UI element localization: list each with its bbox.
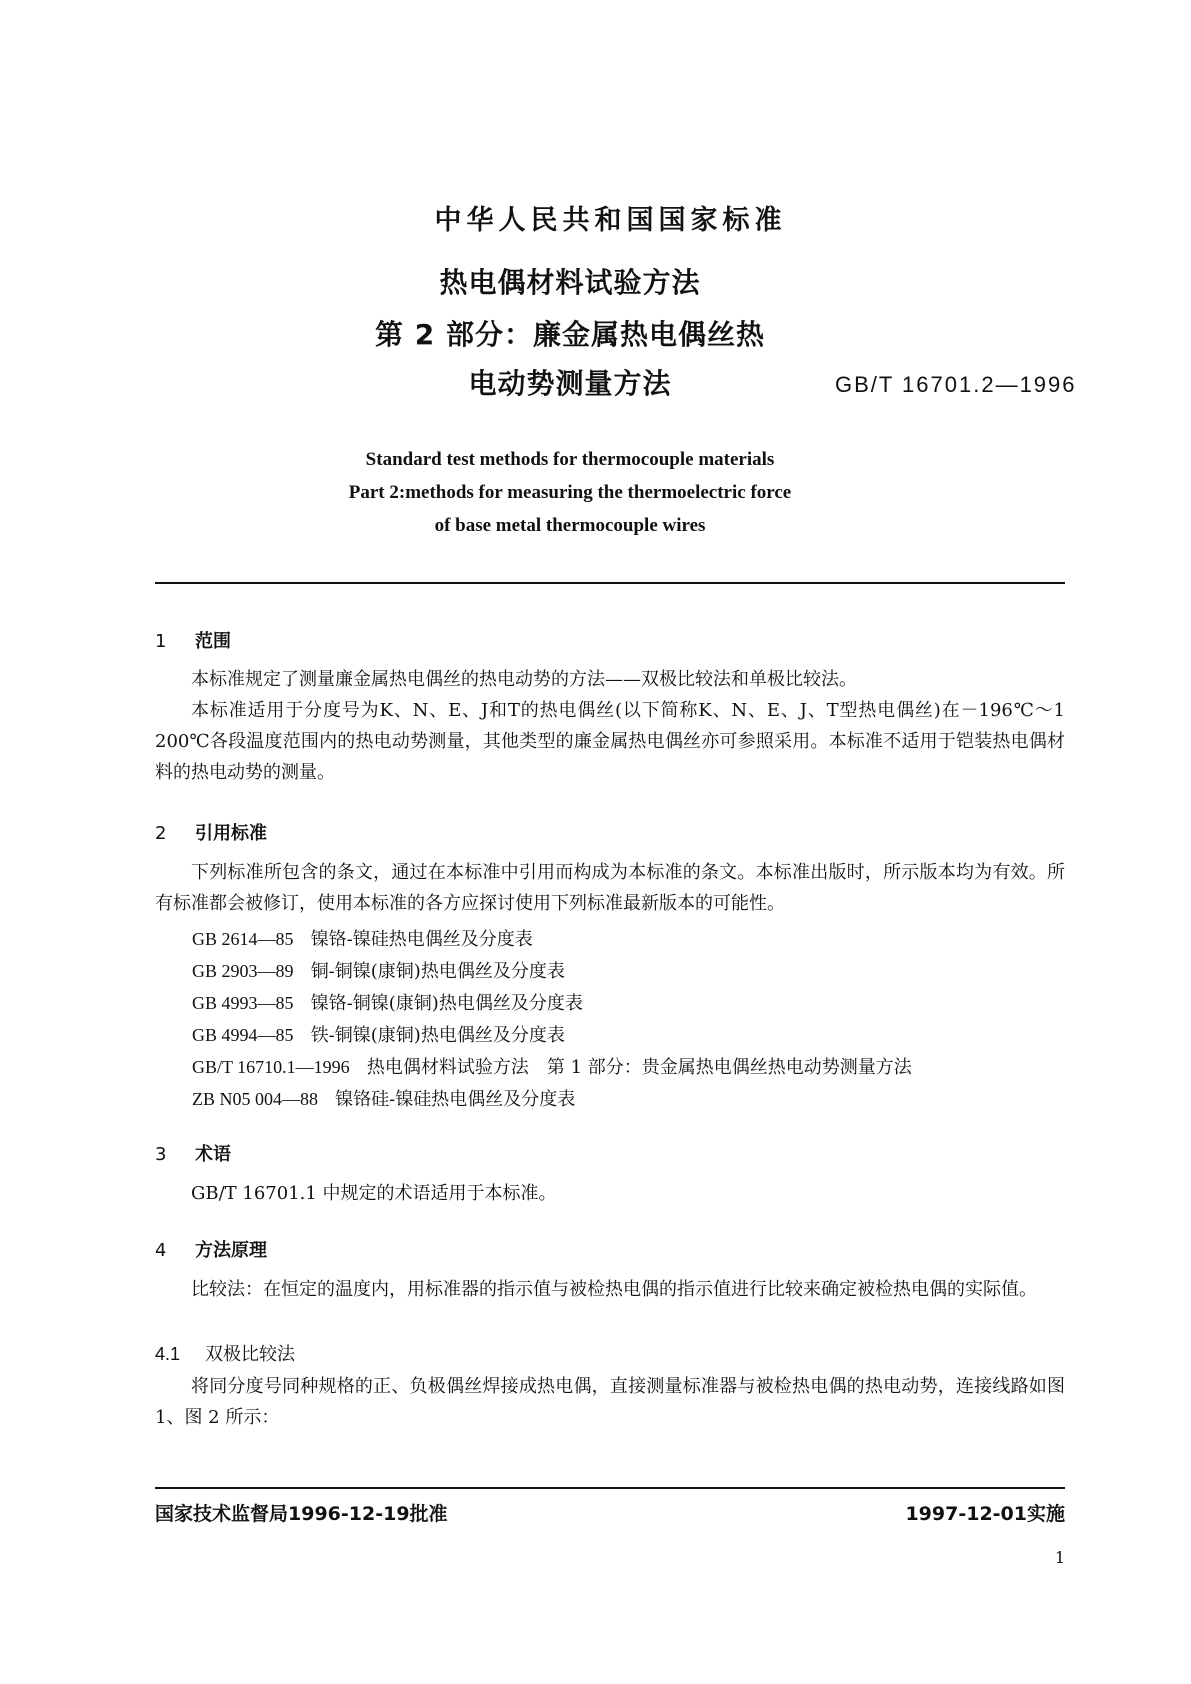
implementation-date: 1997-12-01实施 <box>905 1503 1065 1525</box>
section-number: 4 <box>155 1240 167 1261</box>
principle-paragraph: 比较法：在恒定的温度内，用标准器的指示值与被检热电偶的指示值进行比较来确定被检热电偶的实际值。 <box>191 1279 1037 1300</box>
reference-item <box>192 957 565 983</box>
section-title: 范围 <box>195 631 231 652</box>
reference-code: GB 2903—89 <box>192 961 294 981</box>
section-number: 3 <box>155 1144 167 1165</box>
section-terms-heading <box>155 1140 231 1166</box>
title-en-line1: Standard test methods for thermocouple materials <box>365 449 775 470</box>
references-intro: 下列标准所包含的条文，通过在本标准中引用而构成为本标准的条文。本标准出版时，所示版本均为有效。所有标准都会被修订，使用本标准的各方应探讨使用下列标准最新版本的可能性。 <box>155 862 1065 914</box>
page-number: 1 <box>1054 1548 1065 1567</box>
approval-date: 国家技术监督局1996-12-19批准 <box>155 1503 448 1525</box>
reference-item <box>192 1085 575 1111</box>
national-standard-heading: 中华人民共和国国家标准 <box>434 205 787 236</box>
title-cn-line2: 第 2 部分：廉金属热电偶丝热 <box>375 318 765 351</box>
title-cn-line3: 电动势测量方法 <box>468 367 672 400</box>
scope-paragraph-2: 本标准适用于分度号为K、N、E、J和T的热电偶丝(以下简称K、N、E、J、T型热电偶丝)在－196℃～1 200℃各段温度范围内的热电动势测量，其他类型的廉金属热电偶丝亦可参照采用。本标准不适用于铠装热电偶材料的热电动势的测量。 <box>155 700 1065 783</box>
footer-divider <box>155 1487 1065 1489</box>
reference-code: GB 2614—85 <box>192 929 294 949</box>
section-title: 引用标准 <box>195 823 267 844</box>
reference-item <box>192 989 583 1015</box>
reference-name: 镍铬-镍硅热电偶丝及分度表 <box>310 929 533 950</box>
subsection-title: 双极比较法 <box>205 1344 295 1365</box>
reference-code: ZB N05 004—88 <box>192 1089 318 1109</box>
section-references-heading <box>155 819 267 845</box>
subsection-heading <box>155 1340 295 1366</box>
title-en-line2: Part 2:methods for measuring the thermoelectric force <box>348 482 792 503</box>
reference-name: 热电偶材料试验方法 第 1 部分：贵金属热电偶丝热电动势测量方法 <box>366 1057 912 1078</box>
title-en-line3: of base metal thermocouple wires <box>434 515 706 536</box>
section-number: 2 <box>155 823 167 844</box>
scope-paragraph-1: 本标准规定了测量廉金属热电偶丝的热电动势的方法——双极比较法和单极比较法。 <box>191 669 857 690</box>
reference-item <box>192 925 533 951</box>
header-divider <box>155 582 1065 584</box>
reference-name: 镍铬硅-镍硅热电偶丝及分度表 <box>335 1089 576 1110</box>
reference-code: GB 4993—85 <box>192 993 294 1013</box>
section-title: 方法原理 <box>195 1240 267 1261</box>
reference-code: GB 4994—85 <box>192 1025 294 1045</box>
title-cn-line1: 热电偶材料试验方法 <box>439 266 701 299</box>
reference-name: 铁-铜镍(康铜)热电偶丝及分度表 <box>310 1025 565 1046</box>
section-scope-heading <box>155 627 231 653</box>
section-number: 1 <box>155 631 167 652</box>
reference-code: GB/T 16710.1—1996 <box>192 1057 350 1077</box>
reference-name: 铜-铜镍(康铜)热电偶丝及分度表 <box>310 961 565 982</box>
reference-name: 镍铬-铜镍(康铜)热电偶丝及分度表 <box>310 993 583 1014</box>
reference-item <box>192 1021 565 1047</box>
subsection-paragraph: 将同分度号同种规格的正、负极偶丝焊接成热电偶，直接测量标准器与被检热电偶的热电动势，连接线路如图 1、图 2 所示： <box>155 1376 1065 1428</box>
reference-item <box>192 1053 912 1079</box>
section-principle-heading <box>155 1236 267 1262</box>
subsection-number: 4.1 <box>155 1344 181 1364</box>
section-title: 术语 <box>195 1144 231 1165</box>
standard-number: GB/T 16701.2—1996 <box>835 372 1077 397</box>
terms-paragraph: GB/T 16701.1 中规定的术语适用于本标准。 <box>191 1183 557 1204</box>
